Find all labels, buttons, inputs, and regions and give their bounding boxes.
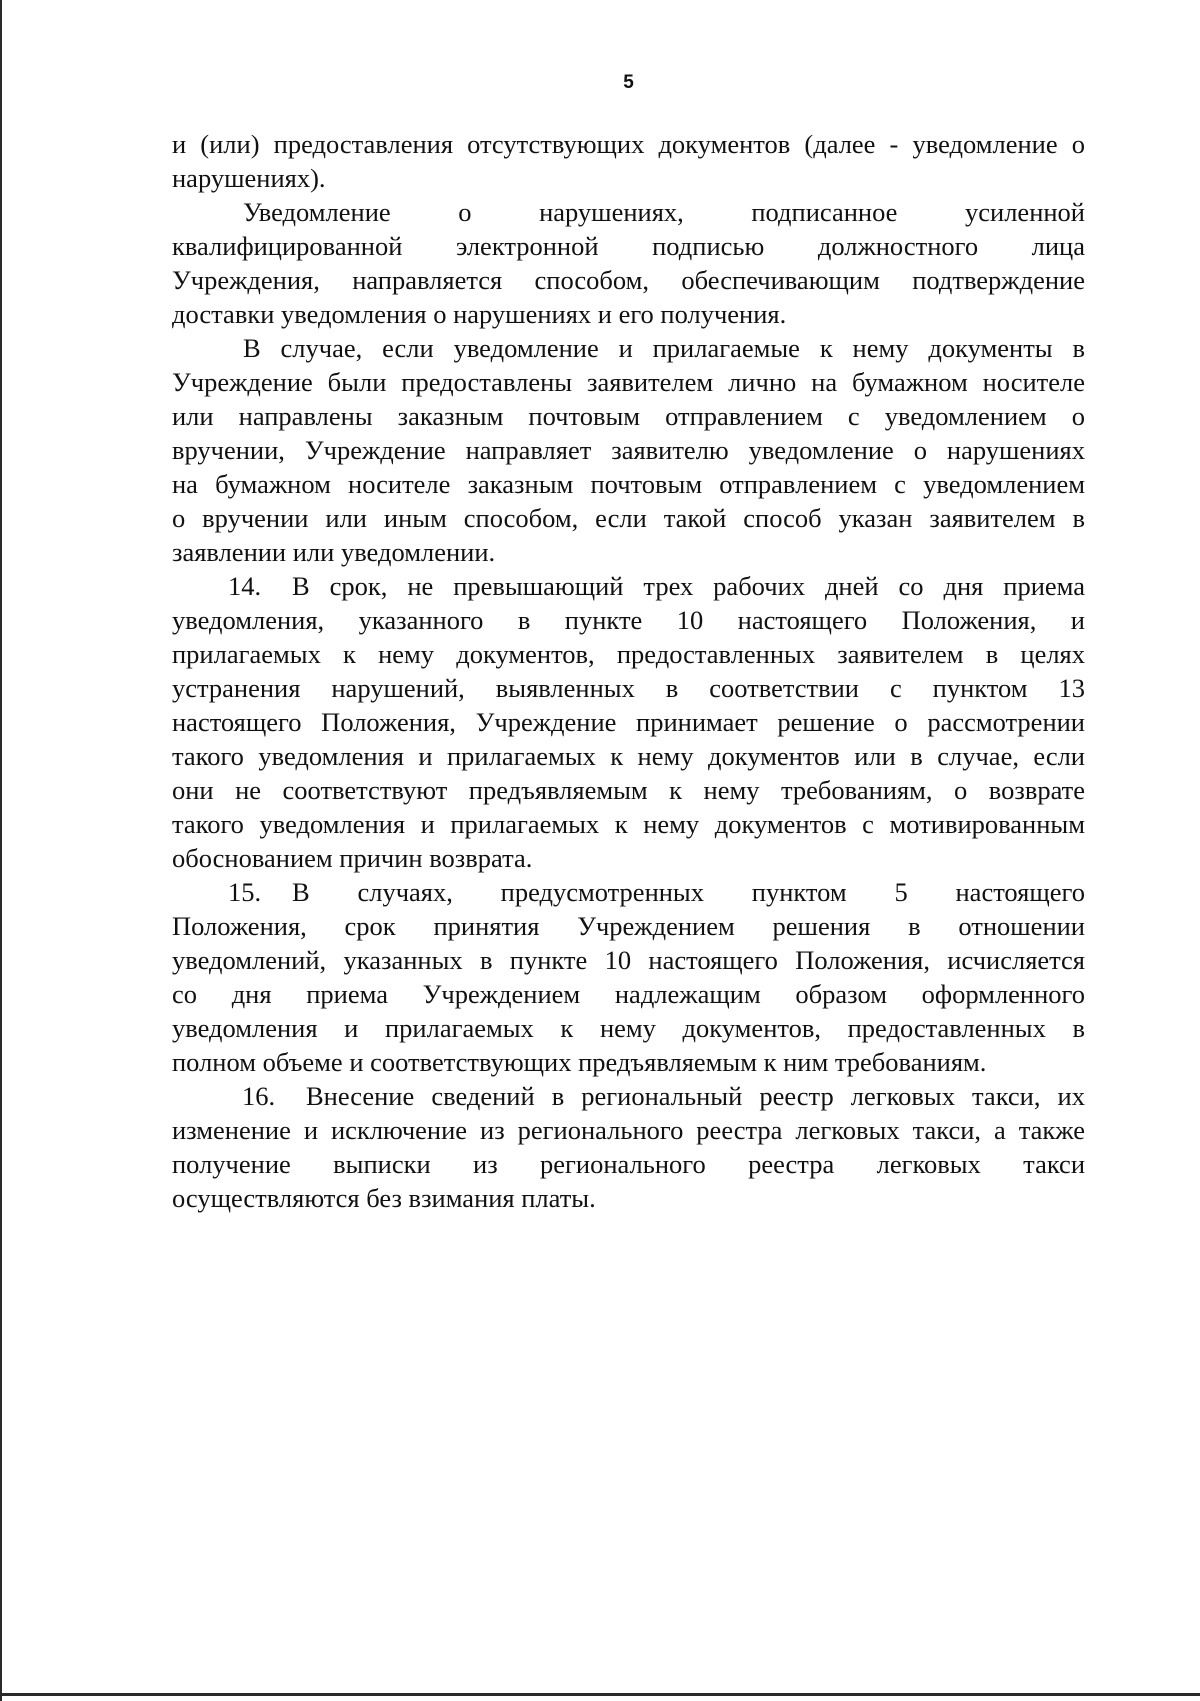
text-line: уведомления, указанного в пункте 10 настоящего Положения, и [172,605,1085,635]
text-line: осуществляются без взимания платы. [172,1183,596,1213]
paragraph-paper-delivery [172,331,1085,569]
text-line: Уведомление о нарушениях, подписанное усиленной [243,197,1085,227]
text-line [172,1079,1085,1113]
clause-text: В случаях, предусмотренных пунктом 5 настоящего [292,877,1085,907]
text-line: доставки уведомления о нарушениях и его получения. [172,299,787,329]
clause-16 [172,1079,1085,1215]
clause-number: 15. [228,877,262,907]
text-line: прилагаемых к нему документов, предоставленных заявителем в целях [172,639,1085,669]
text-line: нарушениях). [172,163,326,193]
text-line: В случае, если уведомление и прилагаемые к нему документы в [243,333,1085,363]
text-line: со дня приема Учреждением надлежащим образом оформленного [172,979,1085,1009]
text-line: о вручении или иным способом, если такой способ указан заявителем в [172,503,1085,533]
clause-text: Внесение сведений в региональный реестр легковых такси, их [306,1081,1085,1111]
text-line: устранения нарушений, выявленных в соответствии с пунктом 13 [172,673,1085,703]
text-line: изменение и исключение из регионального реестра легковых такси, а также [172,1115,1085,1145]
text-line: Учреждение были предоставлены заявителем лично на бумажном носителе [172,367,1085,397]
text-line: они не соответствуют предъявляемым к нему требованиям, о возврате [172,775,1085,805]
text-line: получение выписки из регионального реестра легковых такси [172,1149,1085,1179]
text-line: и (или) предоставления отсутствующих документов (далее - уведомление о [172,129,1085,159]
clause-text: В срок, не превышающий трех рабочих дней со дня приема [292,571,1085,601]
text-line: или направлены заказным почтовым отправлением с уведомлением о [172,401,1085,431]
text-line: полном объеме и соответствующих предъявляемым к ним требованиям. [172,1047,987,1077]
clause-number: 16. [242,1081,276,1111]
paragraph-notification-signature [172,195,1085,331]
scan-edge-left [0,0,2,1701]
text-line: заявлении или уведомлении. [172,537,496,567]
text-line: Положения, срок принятия Учреждением решения в отношении [172,911,1085,941]
document-body [172,127,1085,1215]
text-line [172,875,1085,909]
scan-edge-bottom [0,1693,1200,1696]
text-line: настоящего Положения, Учреждение принимает решение о рассмотрении [172,707,1085,737]
text-line: вручении, Учреждение направляет заявителю уведомление о нарушениях [172,435,1085,465]
clause-number: 14. [228,571,262,601]
text-line: уведомлений, указанных в пункте 10 настоящего Положения, исчисляется [172,945,1085,975]
text-line: квалифицированной электронной подписью должностного лица [172,231,1085,261]
clause-14 [172,569,1085,875]
text-line: на бумажном носителе заказным почтовым отправлением с уведомлением [172,469,1085,499]
text-line: такого уведомления и прилагаемых к нему документов с мотивированным [172,809,1085,839]
text-line: Учреждения, направляется способом, обеспечивающим подтверждение [172,265,1085,295]
paragraph-continuation [172,127,1085,195]
text-line [172,569,1085,603]
clause-15 [172,875,1085,1079]
text-line: такого уведомления и прилагаемых к нему документов или в случае, если [172,741,1085,771]
page-number: 5 [623,72,634,93]
text-line: обоснованием причин возврата. [172,843,533,873]
text-line: уведомления и прилагаемых к нему документов, предоставленных в [172,1013,1085,1043]
